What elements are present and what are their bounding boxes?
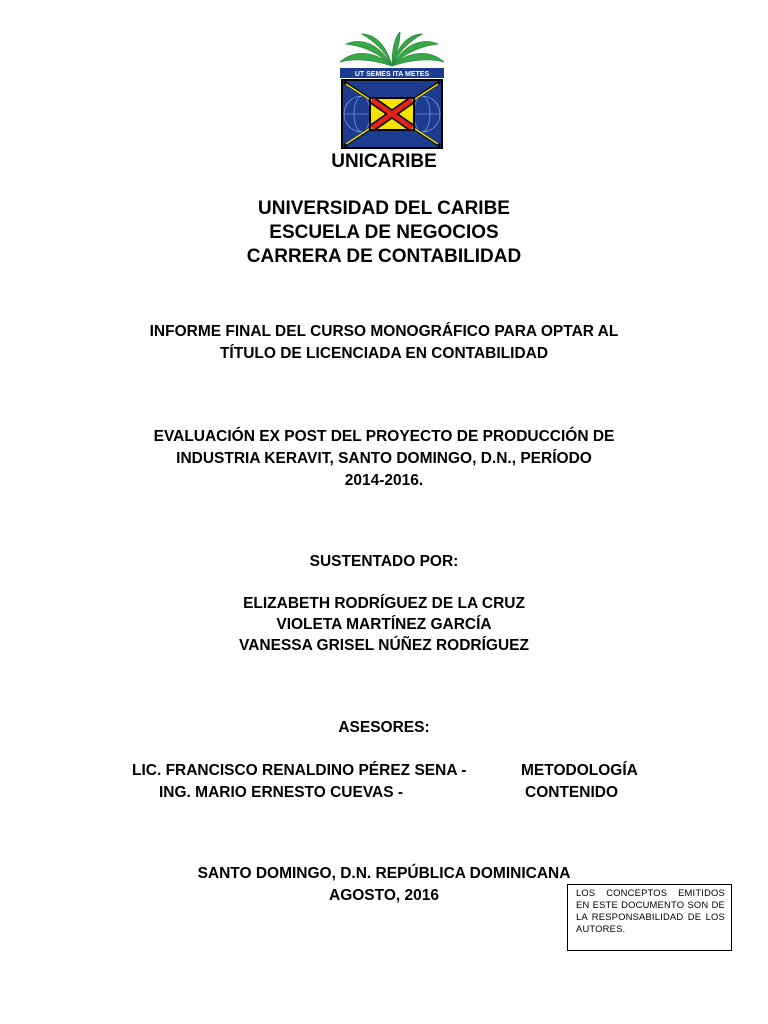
- advisor-name: LIC. FRANCISCO RENALDINO PÉREZ SENA -: [132, 762, 467, 779]
- advisor-role: CONTENIDO: [525, 784, 618, 801]
- advisors-heading: ASESORES:: [338, 719, 430, 736]
- document-title-line-2: INDUSTRIA KERAVIT, SANTO DOMINGO, D.N., PERÍODO: [176, 450, 592, 467]
- school-name: ESCUELA DE NEGOCIOS: [269, 222, 499, 243]
- document-title-line-1: EVALUACIÓN EX POST DEL PROYECTO DE PRODUCCIÓN DE: [153, 428, 615, 445]
- report-type-line-1: INFORME FINAL DEL CURSO MONOGRÁFICO PARA OPTAR AL: [149, 323, 619, 340]
- advisor-role: METODOLOGÍA: [521, 762, 638, 779]
- advisor-name: ING. MARIO ERNESTO CUEVAS -: [159, 784, 404, 801]
- logo-motto: UT SEMES ITA METES: [354, 71, 430, 78]
- palm-leaves-icon: [340, 32, 444, 66]
- document-title-line-3: 2014-2016.: [344, 472, 424, 489]
- author-name: VANESSA GRISEL NÚÑEZ RODRÍGUEZ: [239, 637, 529, 654]
- disclaimer-box: LOS CONCEPTOS EMITIDOS EN ESTE DOCUMENTO SON DE LA RESPONSABILIDAD DE LOS AUTORES.: [567, 884, 732, 951]
- author-name: VIOLETA MARTÍNEZ GARCÍA: [276, 616, 492, 633]
- university-name: UNIVERSIDAD DEL CARIBE: [258, 198, 510, 219]
- report-type-line-2: TÍTULO DE LICENCIADA EN CONTABILIDAD: [219, 345, 549, 362]
- logo-emblem-icon: [334, 32, 450, 150]
- author-name: ELIZABETH RODRÍGUEZ DE LA CRUZ: [243, 595, 525, 612]
- location-line: SANTO DOMINGO, D.N. REPÚBLICA DOMINICANA: [197, 865, 571, 882]
- institution-acronym: UNICARIBE: [331, 151, 437, 172]
- university-logo: [334, 32, 450, 150]
- date-line: AGOSTO, 2016: [329, 887, 439, 904]
- career-name: CARRERA DE CONTABILIDAD: [246, 246, 522, 267]
- authors-heading: SUSTENTADO POR:: [309, 553, 459, 570]
